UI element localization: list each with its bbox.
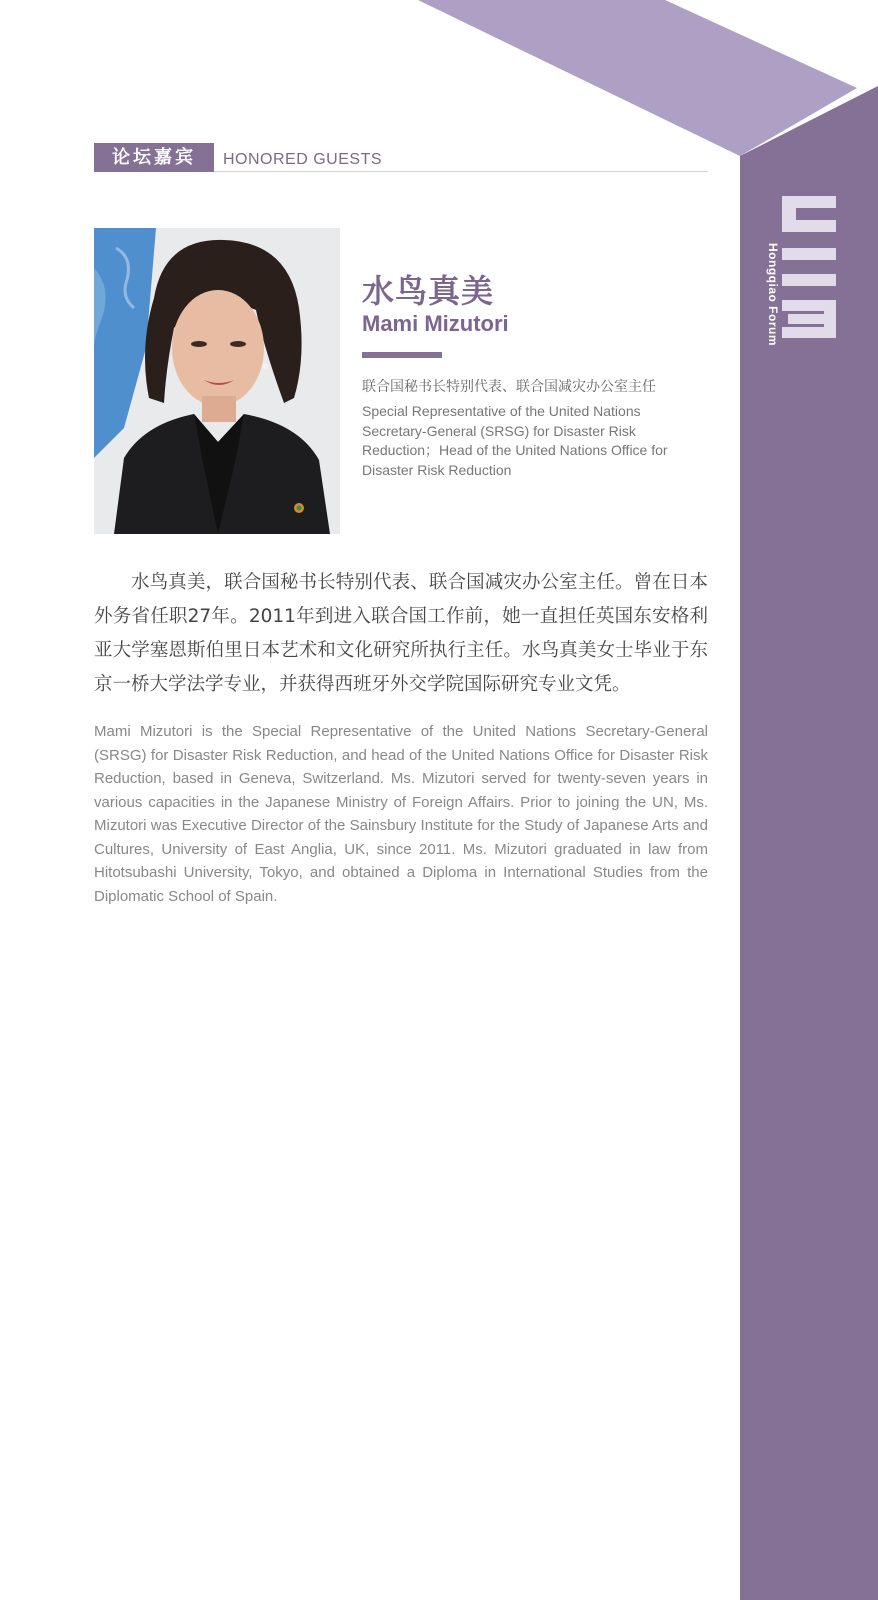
section-label-zh: 论坛嘉宾 xyxy=(94,143,214,172)
ciie-logo xyxy=(778,188,840,346)
name-divider xyxy=(362,352,442,358)
section-header xyxy=(94,143,708,173)
guest-title-en: Special Representative of the United Nations Secretary-General (SRSG) for Disaster Risk Reduction；Head of the United Nations Office for Disaster Risk Reduction xyxy=(362,403,668,478)
forum-subtitle: Hongqiao Forum xyxy=(766,243,780,346)
guest-bio-en: Mami Mizutori is the Special Representative of the United Nations Secretary-General (SRSG) for Disaster Risk Reduction, and head of the United Nations Office for Disaster Risk Reduction, based in Geneva, Switzerland. Ms. Mizutori served for twenty-seven years in various capacities in the Japanese Ministry of Foreign Affairs. Prior to joining the UN, Ms. Mizutori was Executive Director of the Sainsbury Institute for the Study of Japanese Arts and Cultures, University of East Anglia, UK, since 2011. Ms. Mizutori graduated in law from Hitotsubashi University, Tokyo, and obtained a Diploma in International Studies from the Diplomatic School of Spain. xyxy=(94,723,708,905)
guest-name-en: Mami Mizutori xyxy=(362,311,509,336)
section-label-en: HONORED GUESTS xyxy=(223,151,383,168)
guest-bio-zh: 水鸟真美，联合国秘书长特别代表、联合国减灾办公室主任。曾在日本外务省任职27年。2011年到进入联合国工作前，她一直担任英国东安格利亚大学塞恩斯伯里日本艺术和文化研究所执行主任。水鸟真美女士毕业于东京一桥大学法学专业，并获得西班牙外交学院国际研究专业文凭。 xyxy=(94,572,708,695)
header-divider xyxy=(214,171,708,172)
guest-name-zh: 水鸟真美 xyxy=(362,272,495,310)
guest-title-zh: 联合国秘书长特别代表、联合国减灾办公室主任 xyxy=(362,379,656,395)
guest-portrait xyxy=(94,228,340,534)
